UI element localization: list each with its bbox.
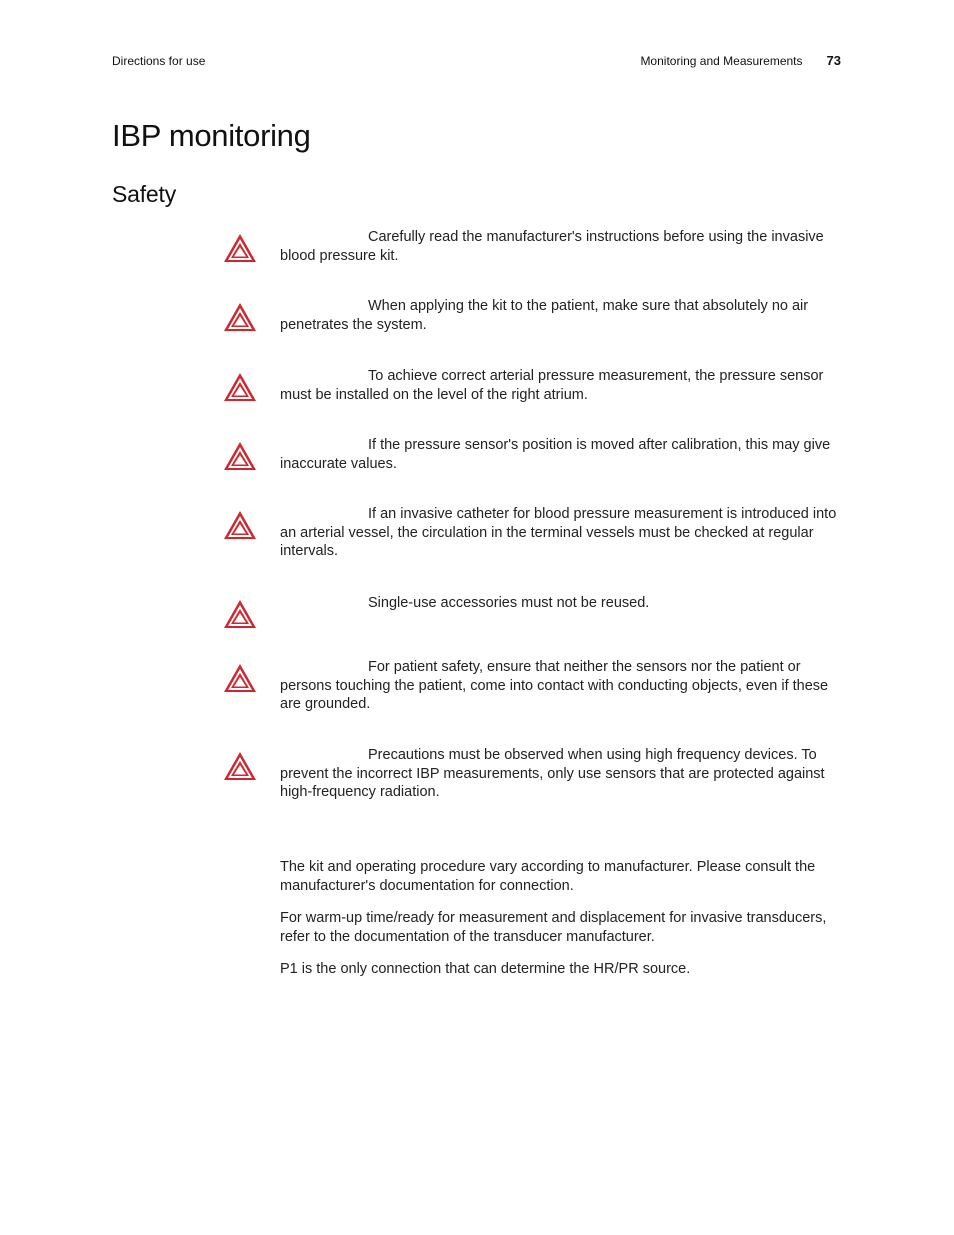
body-paragraph: P1 is the only connection that can determine the HR/PR source. bbox=[280, 961, 691, 977]
warning-text bbox=[280, 297, 840, 334]
page-number: 73 bbox=[826, 53, 841, 68]
warning-text-content: If an invasive catheter for blood pressure measurement is introduced into an arterial vessel, the circulation in the terminal vessels must be checked at regular intervals. bbox=[280, 506, 837, 560]
warning-text bbox=[280, 505, 840, 561]
warning-triangle-icon bbox=[222, 598, 258, 630]
warning-text-content: Precautions must be observed when using high frequency devices. To prevent the incorrect IBP measurements, only use sensors that are protected against high-frequency radiation. bbox=[280, 747, 825, 801]
body-paragraph: For warm-up time/ready for measurement and displacement for invasive transducers, refer to the documentation of the transducer manufacturer. bbox=[280, 910, 827, 945]
warning-triangle-icon bbox=[222, 232, 258, 264]
warning-text bbox=[280, 367, 840, 404]
warning-text-content: To achieve correct arterial pressure measurement, the pressure sensor must be installed on the level of the right atrium. bbox=[280, 368, 824, 403]
warning-triangle-icon bbox=[222, 662, 258, 694]
warning-triangle-icon bbox=[222, 371, 258, 403]
warning-text bbox=[280, 658, 840, 714]
body-paragraph: The kit and operating procedure vary according to manufacturer. Please consult the manufacturer's documentation for connection. bbox=[280, 859, 816, 894]
warning-text-content: For patient safety, ensure that neither the sensors nor the patient or persons touching the patient, come into contact with conducting objects, even if these are grounded. bbox=[280, 659, 829, 713]
page-title: IBP monitoring bbox=[112, 118, 311, 153]
warning-text bbox=[280, 436, 840, 473]
warning-text-content: Carefully read the manufacturer's instructions before using the invasive blood pressure kit. bbox=[280, 229, 824, 264]
warning-text bbox=[280, 228, 840, 265]
warning-triangle-icon bbox=[222, 509, 258, 541]
warning-triangle-icon bbox=[222, 750, 258, 782]
running-header-left: Directions for use bbox=[112, 54, 206, 68]
section-heading: Safety bbox=[112, 181, 177, 207]
warning-triangle-icon bbox=[222, 301, 258, 333]
warning-text-content: If the pressure sensor's position is moved after calibration, this may give inaccurate values. bbox=[280, 437, 831, 472]
warning-text bbox=[280, 746, 840, 802]
running-header-right bbox=[640, 54, 841, 68]
warning-text bbox=[280, 594, 840, 613]
running-header-section: Monitoring and Measurements bbox=[640, 54, 803, 68]
warning-text-content: Single-use accessories must not be reused. bbox=[368, 595, 650, 611]
warning-text-content: When applying the kit to the patient, make sure that absolutely no air penetrates the system. bbox=[280, 298, 809, 333]
warning-triangle-icon bbox=[222, 440, 258, 472]
